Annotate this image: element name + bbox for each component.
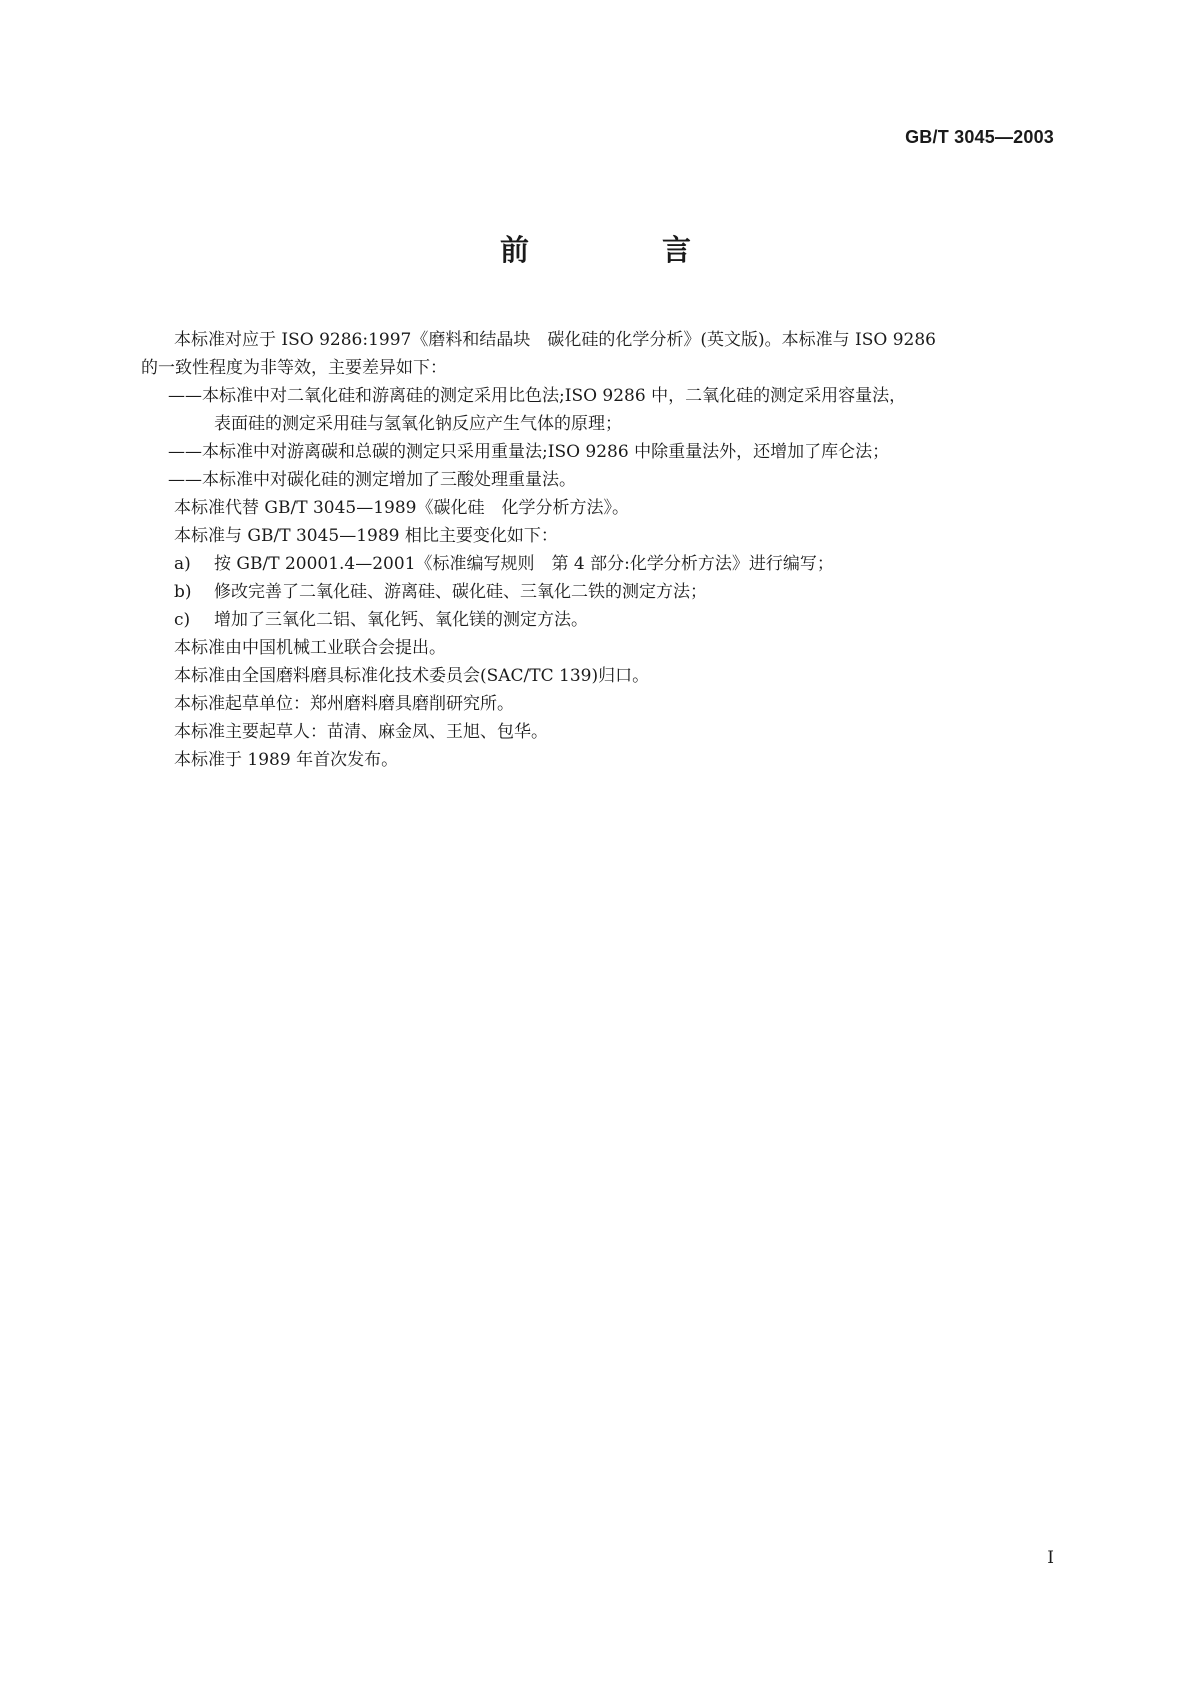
- changes-intro-paragraph: 本标准与 GB/T 3045—1989 相比主要变化如下：: [174, 526, 558, 546]
- difference-item: [168, 382, 1054, 438]
- correspondence-paragraph: [141, 326, 1054, 382]
- drafters-paragraph: 本标准主要起草人：苗清、麻金凤、王旭、包华。: [174, 722, 548, 742]
- committee-paragraph: 本标准由全国磨料磨具标准化技术委员会(SAC/TC 139)归口。: [174, 666, 650, 686]
- difference-item-text: ——本标准中对二氧化硅和游离硅的测定采用比色法;ISO 9286 中，二氧化硅的测定采用容量法，: [168, 386, 907, 406]
- list-marker: b): [174, 582, 192, 602]
- replacement-paragraph: 本标准代替 GB/T 3045—1989《碳化硅 化学分析方法》。: [174, 498, 629, 518]
- page-title: 前 言: [499, 233, 743, 267]
- difference-item-continuation: 表面硅的测定采用硅与氢氧化钠反应产生气体的原理；: [214, 414, 622, 434]
- list-marker: c): [174, 610, 191, 630]
- list-item-text: 修改完善了二氧化硅、游离硅、碳化硅、三氧化二铁的测定方法；: [214, 582, 707, 602]
- change-list-item: [174, 550, 1054, 578]
- page-number: I: [1047, 1548, 1054, 1568]
- list-item-text: 按 GB/T 20001.4—2001《标准编写规则 第 4 部分:化学分析方法》进行编写；: [214, 554, 834, 574]
- paragraph-line: 的一致性程度为非等效，主要差异如下：: [141, 358, 447, 378]
- difference-item-text: ——本标准中对碳化硅的测定增加了三酸处理重量法。: [168, 470, 576, 490]
- difference-item: [168, 466, 1054, 494]
- change-list-item: [174, 606, 1054, 634]
- drafting-unit-paragraph: 本标准起草单位：郑州磨料磨具磨削研究所。: [174, 694, 514, 714]
- paragraph-line: 本标准对应于 ISO 9286:1997《磨料和结晶块 碳化硅的化学分析》(英文版)。本标准与 ISO 9286: [174, 330, 936, 350]
- difference-item-text: ——本标准中对游离碳和总碳的测定只采用重量法;ISO 9286 中除重量法外，还增加了库仑法；: [168, 442, 890, 462]
- standard-number: GB/T 3045—2003: [905, 127, 1054, 147]
- list-item-text: 增加了三氧化二铝、氧化钙、氧化镁的测定方法。: [214, 610, 588, 630]
- first-release-paragraph: 本标准于 1989 年首次发布。: [174, 750, 399, 770]
- foreword-body: [141, 326, 1054, 774]
- change-list-item: [174, 578, 1054, 606]
- list-marker: a): [174, 554, 191, 574]
- proposer-paragraph: 本标准由中国机械工业联合会提出。: [174, 638, 446, 658]
- difference-item: [168, 438, 1054, 466]
